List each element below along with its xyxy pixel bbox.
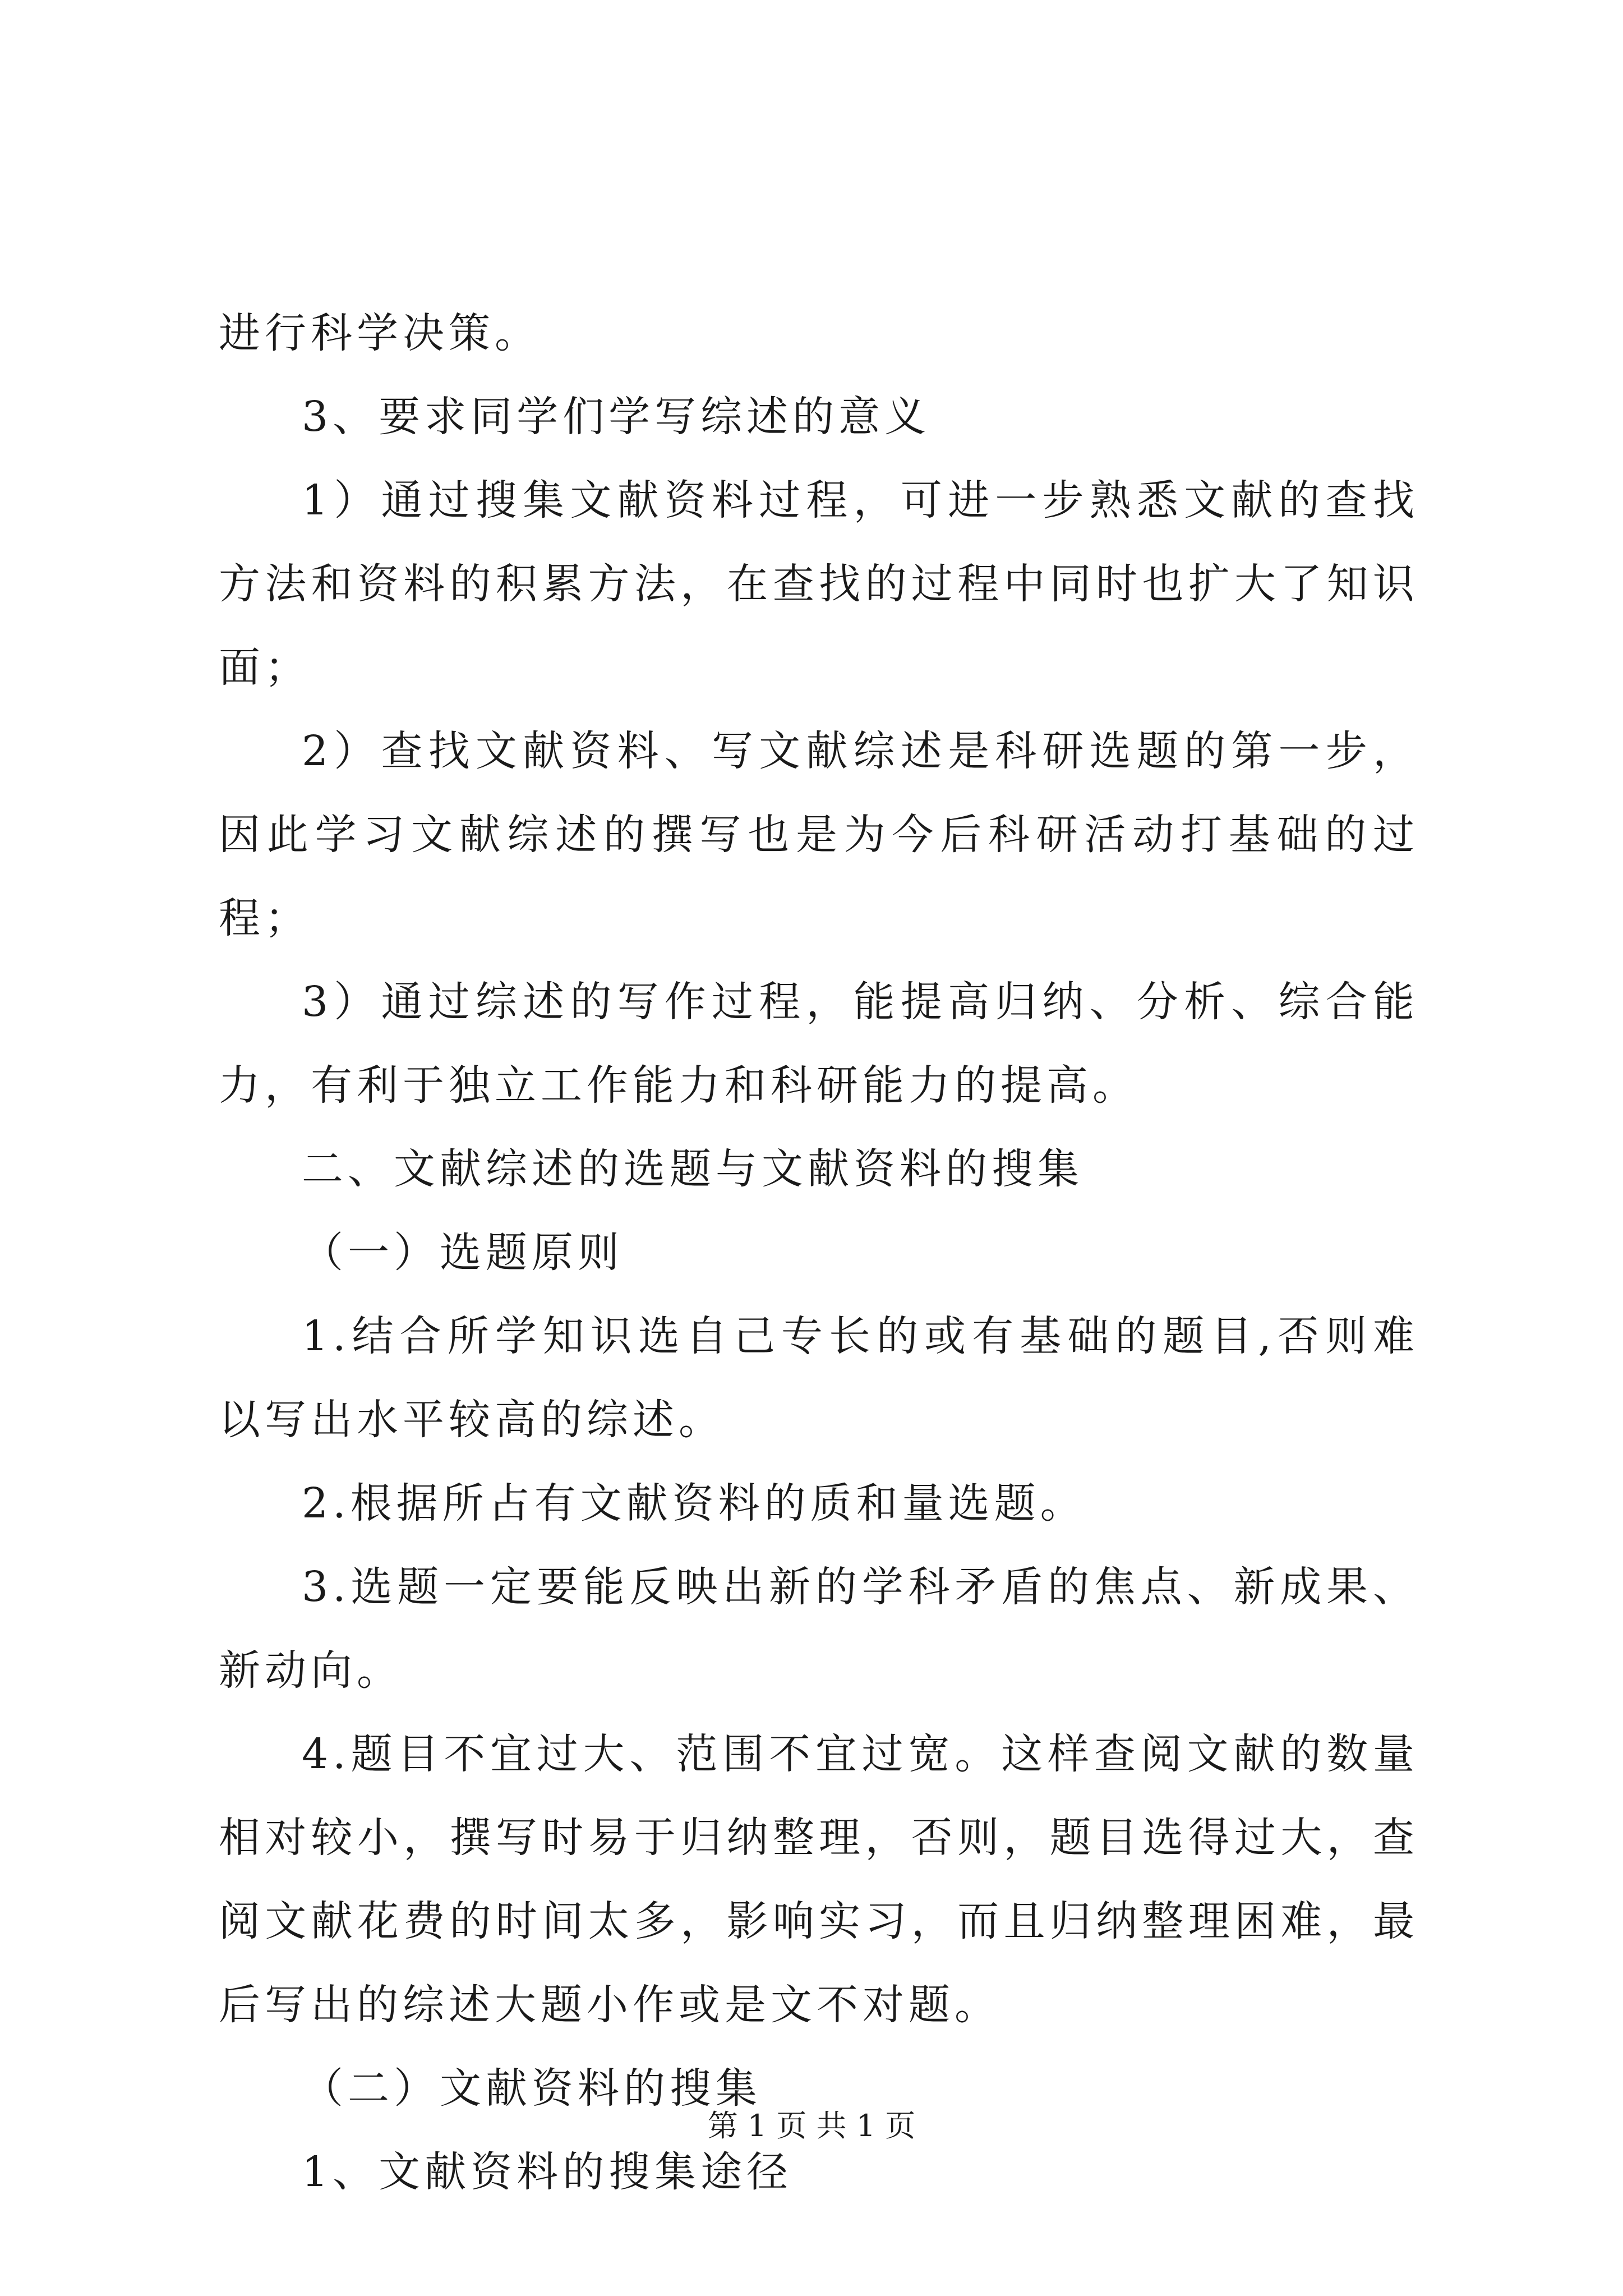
section-heading: 二、文献综述的选题与文献资料的搜集 [302, 1145, 1083, 1193]
paragraph: 2.根据所占有文献资料的质和量选题。 [302, 1479, 1086, 1527]
paragraph: 1.结合所学知识选自己专长的或有基础的题目,否则难以写出水平较高的综述。 [219, 1312, 1419, 1444]
paragraph: 3、要求同学们学写综述的意义 [302, 393, 931, 441]
paragraph: 2）查找文献资料、写文献综述是科研选题的第一步，因此学习文献综述的撰写也是为今后科研活动打基础的过程； [219, 727, 1419, 942]
paragraph: 3）通过综述的写作过程，能提高归纳、分析、综合能力，有利于独立工作能力和科研能力的提高。 [219, 978, 1419, 1110]
subsection-heading: （二）文献资料的搜集 [302, 2064, 762, 2113]
paragraph: 4.题目不宜过大、范围不宜过宽。这样查阅文献的数量相对较小，撰写时易于归纳整理，否则，题目选得过大，查阅文献花费的时间太多，影响实习，而且归纳整理困难，最后写出的综述大题小作或是文不对题。 [219, 1730, 1419, 2029]
subsection-heading: （一）选题原则 [302, 1228, 624, 1277]
paragraph: 3.选题一定要能反映出新的学科矛盾的焦点、新成果、新动向。 [219, 1563, 1419, 1695]
page-footer: 第 1 页 共 1 页 [707, 2108, 916, 2143]
paragraph: 1）通过搜集文献资料过程，可进一步熟悉文献的查找方法和资料的积累方法，在查找的过程中同时也扩大了知识面； [219, 476, 1419, 692]
document-body [219, 292, 1419, 2214]
paragraph: 进行科学决策。 [219, 309, 541, 357]
paragraph: 1、文献资料的搜集途径 [302, 2148, 793, 2196]
